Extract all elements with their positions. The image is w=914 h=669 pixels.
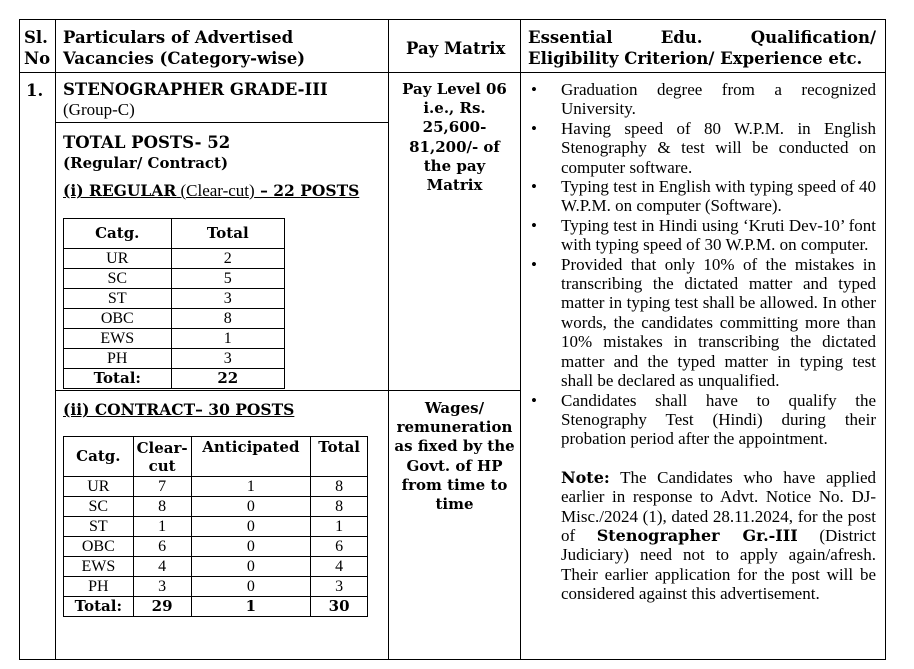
header-sl-no-line2: No (24, 49, 51, 68)
cell-category: PH (64, 577, 134, 597)
table-row (64, 249, 285, 269)
cell-total-label: Total: (64, 597, 134, 617)
list-item (531, 80, 876, 119)
cell-anticipated: 0 (191, 537, 311, 557)
table-row (64, 269, 285, 289)
table-row (64, 557, 368, 577)
cell-total: 8 (311, 477, 368, 497)
wages-line: Wages/ (424, 399, 485, 417)
qualification-text: Typing test in Hindi using ‘Kruti Dev-10’ font with typing speed of 30 W.P.M. on computer. (561, 215, 876, 255)
cell-category: SC (64, 497, 134, 517)
post-title: STENOGRAPHER GRADE-III (63, 80, 328, 99)
cell-anticipated: 1 (191, 477, 311, 497)
post-type: (Regular/ Contract) (63, 154, 229, 172)
table-row (64, 329, 285, 349)
bullet-icon: • (531, 390, 537, 410)
col-divider-1 (55, 19, 56, 660)
wages-line: from time to (401, 475, 508, 494)
header-qualification-line1 (528, 27, 876, 48)
cell-clear-cut: 4 (133, 557, 191, 577)
header-qual-word-qualification: Qualification/ (750, 28, 876, 47)
table-row (64, 537, 368, 557)
wages-line: remuneration (396, 418, 513, 437)
contract-heading: (ii) CONTRACT– 30 POSTS (63, 400, 295, 419)
table-border-left (19, 19, 20, 660)
pay-level-line: Matrix (426, 176, 483, 195)
cell-category: UR (64, 477, 134, 497)
cell-total: 5 (171, 269, 284, 289)
bullet-icon: • (531, 215, 537, 235)
bullet-icon: • (531, 118, 537, 138)
cell-anticipated: 0 (191, 497, 311, 517)
qualification-list (531, 80, 876, 449)
cell-total: 6 (311, 537, 368, 557)
cell-category: OBC (64, 309, 172, 329)
cell-category: EWS (64, 329, 172, 349)
cell-category: SC (64, 269, 172, 289)
bullet-icon: • (531, 80, 537, 99)
qualification-text: Candidates shall have to qualify the Stenography Test (Hindi) during their probation period after the appointment. (561, 390, 876, 449)
table-row (64, 309, 285, 329)
col-header-anticipated: Anticipated (191, 437, 311, 477)
cell-category: UR (64, 249, 172, 269)
pay-level-line: the pay (423, 156, 486, 175)
col-header-clear-cut-line1: Clear- (136, 438, 188, 457)
col-header-clear-cut (133, 437, 191, 477)
header-sl-no (24, 27, 50, 69)
table-row (64, 517, 368, 537)
bullet-icon: • (531, 177, 537, 197)
header-particulars-line2: Vacancies (Category-wise) (63, 49, 306, 68)
table-row (64, 577, 368, 597)
pay-level (389, 80, 520, 195)
table-header-row (64, 437, 368, 477)
table-row (64, 477, 368, 497)
cell-clear-cut: 3 (133, 577, 191, 597)
pay-level-line: 81,200/- of (409, 137, 500, 156)
header-sl-no-line1: Sl. (24, 28, 48, 47)
note-label: Note: (561, 467, 610, 487)
total-posts: TOTAL POSTS- 52 (63, 133, 231, 152)
list-item (531, 391, 876, 449)
col-header-catg: Catg. (64, 437, 134, 477)
qualification-text: Typing test in English with typing speed of 40 W.P.M. on computer (Software). (561, 177, 876, 216)
header-pay-matrix: Pay Matrix (406, 39, 506, 58)
note-text-part1: The Candidates who have applied earlier in response to Advt. Notice No. DJ-Misc./2024 (1), dated 28.11.2024, for the post of (561, 467, 876, 545)
cell-total-anticipated: 1 (191, 597, 311, 617)
note-text-part2: (District Judiciary) need not to apply again/afresh. Their earlier application for the post will be considered against this advertisement. (561, 525, 876, 604)
table-header-row (64, 219, 285, 249)
cell-category: ST (64, 289, 172, 309)
table-border-right (885, 19, 886, 660)
cell-total: 8 (171, 309, 284, 329)
table-row (64, 349, 285, 369)
pay-level-line: i.e., Rs. (423, 99, 486, 118)
col-header-total: Total (171, 219, 284, 249)
table-row (64, 289, 285, 309)
post-group: (Group-C) (63, 100, 135, 119)
regular-heading (63, 181, 359, 201)
list-item (531, 216, 876, 255)
qualification-text: Provided that only 10% of the mistakes in transcribing the dictated matter and typed matter in typing test shall be allowed. In other words, the candidates committing more than 10% mistakes in transcribing the dictated matter and the typed matter in typing test shall be declared as unqualified. (561, 254, 876, 391)
col-header-catg: Catg. (64, 219, 172, 249)
table-total-row (64, 369, 285, 389)
table-border-top (19, 19, 886, 20)
cell-total: 4 (311, 557, 368, 577)
wages-line: time (435, 495, 474, 514)
header-qual-word-edu: Edu. (660, 28, 703, 47)
header-qualification-line2: Eligibility Criterion/ Experience etc. (528, 49, 863, 68)
table-row (64, 497, 368, 517)
wages-line: Govt. of HP (406, 456, 503, 475)
cell-total: 3 (311, 577, 368, 597)
regular-heading-count: – 22 POSTS (254, 181, 360, 200)
cell-total: 1 (311, 517, 368, 537)
wages-text (389, 399, 520, 514)
regular-heading-label: (i) REGULAR (63, 181, 177, 200)
cell-anticipated: 0 (191, 557, 311, 577)
cell-clear-cut: 7 (133, 477, 191, 497)
list-item (531, 119, 876, 177)
col-header-total: Total (311, 437, 368, 477)
cell-total: 8 (311, 497, 368, 517)
cell-total: 3 (171, 289, 284, 309)
contract-vacancy-table (63, 436, 368, 617)
header-qualification (528, 27, 876, 69)
regular-heading-clearcut: (Clear-cut) (176, 181, 255, 200)
table-border-bottom (19, 659, 886, 660)
pay-level-line: 25,600- (422, 118, 487, 137)
wages-line: as fixed by the (394, 437, 515, 456)
cell-category: OBC (64, 537, 134, 557)
cell-total-label: Total: (64, 369, 172, 389)
header-particulars-line1: Particulars of Advertised (63, 28, 294, 47)
cell-anticipated: 0 (191, 517, 311, 537)
cell-category: PH (64, 349, 172, 369)
sub-divider-title (55, 122, 388, 123)
header-particulars (63, 27, 305, 69)
table-total-row (64, 597, 368, 617)
cell-total: 2 (171, 249, 284, 269)
list-item (531, 177, 876, 216)
table-border-header-bottom (19, 72, 886, 73)
sub-divider-contract (55, 390, 520, 391)
list-item (531, 255, 876, 391)
bullet-icon: • (531, 254, 537, 274)
cell-category: EWS (64, 557, 134, 577)
cell-clear-cut: 8 (133, 497, 191, 517)
note-paragraph (531, 468, 876, 604)
col-header-clear-cut-line2: cut (148, 456, 176, 475)
cell-total: 3 (171, 349, 284, 369)
cell-total-value: 22 (171, 369, 284, 389)
note-post-name: Stenographer Gr.-III (596, 525, 798, 545)
cell-anticipated: 0 (191, 577, 311, 597)
col-divider-3 (520, 19, 521, 660)
cell-total-clear-cut: 29 (133, 597, 191, 617)
cell-clear-cut: 6 (133, 537, 191, 557)
cell-total-value: 30 (311, 597, 368, 617)
regular-vacancy-table (63, 218, 285, 389)
cell-total: 1 (171, 329, 284, 349)
header-qual-word-essential: Essential (528, 28, 613, 47)
cell-category: ST (64, 517, 134, 537)
pay-level-line: Pay Level 06 (402, 80, 507, 98)
cell-clear-cut: 1 (133, 517, 191, 537)
qualification-text: Having speed of 80 W.P.M. in English Stenography & test will be conducted on computer software. (561, 118, 876, 177)
qualification-text: Graduation degree from a recognized University. (561, 80, 876, 119)
qualification-column (531, 80, 876, 604)
row-sl-no: 1. (26, 81, 44, 100)
